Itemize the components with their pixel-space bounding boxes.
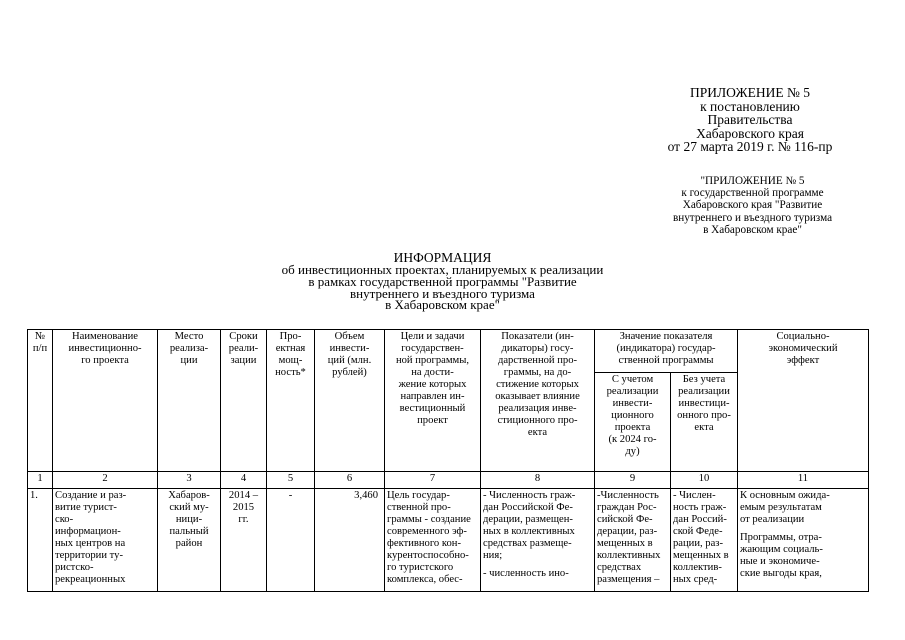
indicators-paragraph-2	[483, 568, 592, 580]
effect-paragraph-1	[740, 490, 866, 526]
text-line: Без учета	[682, 374, 726, 385]
project-name-cell	[53, 489, 158, 592]
header-capacity	[267, 330, 315, 472]
text-line: граммы, на до-	[503, 367, 572, 378]
column-number: 6	[315, 472, 385, 489]
document-title: ИНФОРМАЦИЯ	[393, 250, 492, 265]
value-with-project-cell	[595, 489, 671, 592]
text-line: инвестици-	[678, 398, 730, 409]
text-line: дерации, раз-	[597, 526, 658, 537]
text-line: (индикатора) государ-	[616, 343, 716, 354]
text-line: Цели и задачи	[400, 331, 465, 342]
text-line: дан Россий-	[673, 514, 727, 525]
text-line: Хабаров-	[168, 490, 210, 501]
investment-volume-cell: 3,460	[315, 489, 385, 592]
text-line: ский му-	[169, 502, 209, 513]
header-investment-volume	[315, 330, 385, 472]
text-line: экономический	[768, 343, 838, 354]
text-line: ния;	[483, 550, 503, 561]
text-line: онного про-	[677, 410, 731, 421]
program-approval-block	[640, 175, 865, 236]
document-subtitle	[250, 264, 635, 311]
text-line: жение которых	[398, 379, 467, 390]
text-line: фективного кон-	[387, 538, 461, 549]
text-line: п/п	[32, 343, 48, 354]
text-line: емым результатам	[740, 502, 822, 513]
text-line: дан Российской Фе-	[483, 502, 573, 513]
text-line: - Численность граж-	[483, 490, 576, 501]
text-line: территории ту-	[55, 550, 123, 561]
text-line: жающим социаль-	[740, 544, 823, 555]
column-number: 7	[385, 472, 481, 489]
column-number: 11	[738, 472, 869, 489]
terms-cell	[221, 489, 267, 592]
text-line: коллективных	[597, 550, 661, 561]
text-line: го туристского	[387, 562, 454, 573]
text-line: инвести-	[612, 398, 653, 409]
column-number: 4	[221, 472, 267, 489]
text-line: Про-	[279, 331, 302, 342]
text-line: ници-	[175, 514, 203, 525]
text-line: проект	[417, 415, 448, 426]
text-line: мещенных в	[673, 550, 729, 561]
text-line: внутреннего и въездного туризма	[672, 211, 833, 224]
text-line: дикаторы) госу-	[501, 343, 574, 354]
text-line: Объем	[334, 331, 365, 342]
header-location	[158, 330, 221, 472]
column-number: 1	[28, 472, 53, 489]
text-line: ско-	[55, 514, 74, 525]
text-line: сийской Фе-	[597, 514, 653, 525]
text-line: (к 2024 го-	[608, 434, 657, 445]
text-line: ных центров на	[55, 538, 126, 549]
header-without-project	[671, 373, 738, 472]
text-line: дерации, размещен-	[483, 514, 573, 525]
header-with-project	[595, 373, 671, 472]
text-line: средствах	[597, 562, 642, 573]
text-line: ду)	[625, 446, 640, 457]
text-line: К основным ожида-	[740, 490, 830, 501]
text-line: вестиционный	[399, 403, 466, 414]
text-line: ские выгоды края,	[740, 568, 822, 579]
text-line: размещения –	[597, 574, 660, 585]
text-line: ных в коллективных	[483, 526, 575, 537]
table-header-row	[28, 330, 869, 373]
text-line: зации	[230, 355, 257, 366]
column-number-row	[28, 472, 869, 489]
text-line: ций (млн.	[327, 355, 372, 366]
header-number	[28, 330, 53, 472]
text-line: - Числен-	[673, 490, 716, 501]
text-line: эффект	[786, 355, 820, 366]
text-line: коллектив-	[673, 562, 722, 573]
text-line: витие турист-	[55, 502, 117, 513]
indicators-paragraph-1	[483, 490, 592, 562]
text-line: Социально-	[776, 331, 830, 342]
text-line: современного эф-	[387, 526, 467, 537]
text-line: гг.	[238, 514, 249, 525]
column-number: 3	[158, 472, 221, 489]
text-line: Хабаровского края	[696, 125, 804, 141]
text-line: Наименование	[72, 331, 138, 342]
text-line: к государственной программе	[681, 187, 824, 200]
text-line: об инвестиционных проектах, планируемых к реализации	[281, 262, 604, 277]
text-line: "ПРИЛОЖЕНИЕ № 5	[700, 175, 805, 187]
text-line: ность граж-	[673, 502, 727, 513]
column-number: 5	[267, 472, 315, 489]
indicators-cell	[481, 489, 595, 592]
table-row	[28, 489, 869, 592]
text-line: Хабаровского края "Развитие	[682, 199, 823, 212]
text-line: ной программы,	[395, 355, 470, 366]
text-line: Сроки	[229, 331, 258, 342]
text-line: от 27 марта 2019 г. № 116-пр	[667, 139, 833, 155]
text-line: екта	[527, 427, 548, 438]
text-line: Место	[174, 331, 204, 342]
text-line: комплекса, обес-	[387, 574, 463, 585]
text-line: Цель государ-	[387, 490, 450, 501]
text-line: рекреационных	[55, 574, 126, 585]
text-line: реализация инве-	[498, 403, 577, 414]
text-line: ПРИЛОЖЕНИЕ № 5	[689, 85, 811, 100]
text-line: 2015	[232, 502, 255, 513]
text-line: Правительства	[707, 112, 793, 128]
text-line: мощ-	[278, 355, 303, 366]
text-line: граждан Рос-	[597, 502, 657, 513]
header-project-name	[53, 330, 158, 472]
text-line: реализации	[606, 386, 659, 397]
text-line: пальный	[169, 526, 209, 537]
column-number: 10	[671, 472, 738, 489]
text-line: к постановлению	[700, 98, 800, 114]
text-line: Создание и раз-	[55, 490, 127, 501]
text-line: рации, раз-	[673, 538, 724, 549]
text-line: стижение которых	[496, 379, 579, 390]
text-line: реализации	[678, 386, 730, 397]
text-line: на дости-	[411, 367, 454, 378]
text-line: №	[34, 331, 46, 342]
text-line: Программы, отра-	[740, 532, 822, 543]
column-number: 2	[53, 472, 158, 489]
text-line: проекта	[614, 422, 651, 433]
text-line: С учетом	[611, 374, 654, 385]
text-line: курентоспособно-	[387, 550, 469, 561]
text-line: оказывает влияние	[495, 391, 580, 402]
value-without-project-cell	[671, 489, 738, 592]
text-line: от реализации	[740, 514, 805, 525]
text-line: в Хабаровском крае"	[703, 223, 802, 236]
text-line: район	[175, 538, 203, 549]
text-line: ектная	[275, 343, 306, 354]
text-line: инвести-	[329, 343, 370, 354]
text-line: информацион-	[55, 526, 121, 537]
text-line: в Хабаровском крае"	[385, 297, 500, 313]
text-line: дарственной про-	[497, 355, 578, 366]
text-line: стиционного про-	[497, 415, 578, 426]
investment-projects-table	[27, 329, 869, 592]
text-line: ственной программы	[618, 355, 714, 366]
text-line: ционного	[611, 410, 654, 421]
column-number: 8	[481, 472, 595, 489]
text-line: государствен-	[401, 343, 464, 354]
capacity-cell: -	[267, 489, 315, 592]
text-line: внутреннего и въездного туризма	[350, 285, 535, 301]
text-line: ристско-	[55, 562, 94, 573]
text-line: ные и экономиче-	[740, 556, 820, 567]
goals-cell	[385, 489, 481, 592]
text-line: го проекта	[81, 355, 129, 366]
text-line: граммы - создание	[387, 514, 471, 525]
text-line: мещенных в	[597, 538, 653, 549]
header-indicator-value-group	[595, 330, 738, 373]
text-line: реализа-	[169, 343, 209, 354]
text-line: ных сред-	[673, 574, 718, 585]
header-terms	[221, 330, 267, 472]
header-socio-economic-effect	[738, 330, 869, 472]
page-bottom-edge	[0, 607, 905, 640]
text-line: инвестиционно-	[68, 343, 142, 354]
text-line: екта	[694, 422, 714, 433]
text-line: ственной про-	[387, 502, 451, 513]
location-cell	[158, 489, 221, 592]
column-number: 9	[595, 472, 671, 489]
text-line: 2014 –	[228, 490, 259, 501]
text-line: в рамках государственной программы "Развитие	[308, 273, 577, 289]
text-line: направлен ин-	[400, 391, 465, 402]
header-indicators	[481, 330, 595, 472]
header-goals	[385, 330, 481, 472]
text-line: средствах размеще-	[483, 538, 572, 549]
text-line: ской Феде-	[673, 526, 723, 537]
text-line: Значение показателя	[619, 331, 713, 342]
row-number-cell: 1.	[28, 489, 53, 592]
text-line: -Численность	[597, 490, 659, 501]
effect-paragraph-2	[740, 532, 866, 580]
resolution-approval-block	[640, 86, 860, 154]
text-line: ность*	[275, 367, 306, 378]
text-line: рублей)	[332, 367, 367, 378]
text-line: - численность ино-	[483, 568, 569, 579]
text-line: реали-	[228, 343, 259, 354]
socio-economic-effect-cell	[738, 489, 869, 592]
text-line: ции	[180, 355, 198, 366]
text-line: Показатели (ин-	[501, 331, 574, 342]
